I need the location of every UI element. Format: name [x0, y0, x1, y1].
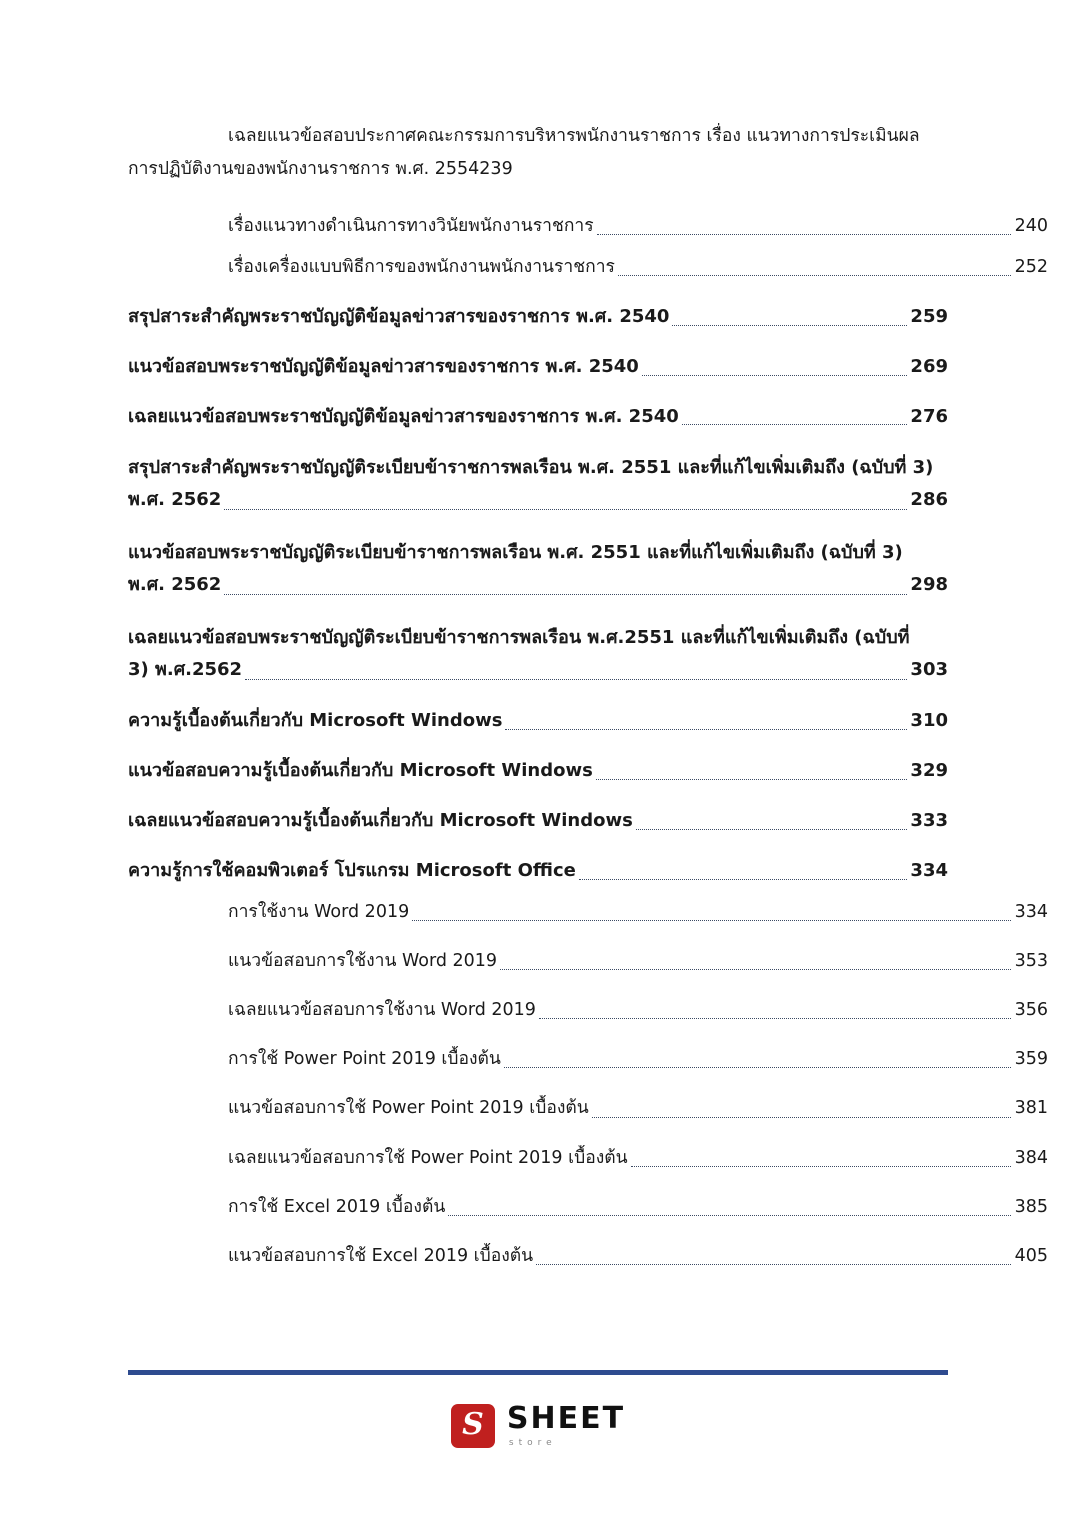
toc-entry[interactable]: [128, 452, 948, 515]
dot-leader: [592, 1116, 1011, 1118]
toc-entry[interactable]: [128, 303, 948, 331]
table-of-contents: [128, 120, 1048, 1270]
toc-entry[interactable]: [128, 120, 948, 187]
logo-mark-icon: [451, 1404, 495, 1448]
toc-entry[interactable]: [128, 707, 948, 735]
toc-entry-title: เฉลยแนวข้อสอบการใช้ Power Point 2019 เบื้องต้น: [228, 1147, 628, 1168]
dot-leader: [682, 423, 908, 425]
dot-leader: [500, 968, 1011, 970]
page-footer: [0, 1352, 1076, 1522]
toc-page-number[interactable]: 239: [479, 159, 513, 180]
toc-entry[interactable]: [128, 1194, 1048, 1221]
toc-entry-title: การใช้ Power Point 2019 เบื้องต้น: [228, 1049, 501, 1070]
toc-entry-line2: [128, 153, 948, 186]
toc-entry[interactable]: [128, 757, 948, 785]
toc-entry-title: เฉลยแนวข้อสอบความรู้เบื้องต้นเกี่ยวกับ Microsoft Windows: [128, 810, 633, 832]
dot-leader: [597, 233, 1011, 235]
toc-entry-title: เฉลยแนวข้อสอบการใช้งาน Word 2019: [228, 1000, 536, 1021]
toc-page-number[interactable]: 303: [910, 658, 948, 680]
toc-entry-title: สรุปสาระสำคัญพระราชบัญญัติข้อมูลข่าวสารของราชการ พ.ศ. 2540: [128, 305, 670, 327]
toc-entry[interactable]: [128, 1145, 1048, 1172]
toc-entry[interactable]: [128, 1046, 1048, 1073]
toc-page-number[interactable]: 259: [910, 305, 948, 327]
toc-page-number[interactable]: 356: [1014, 1000, 1048, 1021]
toc-entry-title-line2: การปฏิบัติงานของพนักงานราชการ พ.ศ. 2554: [128, 159, 480, 180]
toc-page-number[interactable]: 310: [910, 710, 948, 732]
toc-entry-title: แนวข้อสอบการใช้งาน Word 2019: [228, 951, 498, 972]
toc-page-number[interactable]: 333: [910, 810, 948, 832]
toc-page-number[interactable]: 298: [910, 573, 948, 595]
dot-leader: [245, 678, 907, 680]
footer-divider: [128, 1370, 948, 1375]
dot-leader: [448, 1214, 1011, 1216]
toc-entry[interactable]: [128, 997, 1048, 1024]
dot-leader: [596, 778, 908, 780]
toc-page-number[interactable]: 276: [910, 405, 948, 427]
dot-leader: [618, 274, 1011, 276]
dot-leader: [504, 1066, 1011, 1068]
toc-entry-title-line2: พ.ศ. 2562: [128, 573, 222, 595]
toc-entry-title: เรื่องแนวทางดำเนินการทางวินัยพนักงานราชการ: [228, 215, 594, 236]
toc-entry[interactable]: [128, 857, 948, 885]
toc-entry[interactable]: [128, 1095, 1048, 1122]
toc-page-number[interactable]: 240: [1014, 215, 1048, 236]
toc-entry-title-line1: แนวข้อสอบพระราชบัญญัติระเบียบข้าราชการพลเรือน พ.ศ. 2551 และที่แก้ไขเพิ่มเติมถึง (ฉบับที่ 3): [128, 542, 903, 564]
toc-entry[interactable]: [128, 353, 948, 381]
dot-leader: [636, 828, 908, 830]
toc-entry-line2: [128, 654, 948, 686]
toc-entry-title-line1: เฉลยแนวข้อสอบพระราชบัญญัติระเบียบข้าราชการพลเรือน พ.ศ.2551 และที่แก้ไขเพิ่มเติมถึง (ฉบับที่: [128, 627, 910, 649]
toc-entry-title: การใช้งาน Word 2019: [228, 901, 410, 922]
toc-entry[interactable]: [128, 537, 948, 600]
logo-text: [506, 1401, 626, 1448]
toc-entry-title: ความรู้การใช้คอมพิวเตอร์ โปรแกรม Microsoft Office: [128, 860, 576, 882]
dot-leader: [505, 728, 907, 730]
toc-page-number[interactable]: 384: [1014, 1147, 1048, 1168]
toc-entry-line2: [128, 484, 948, 516]
toc-entry-title: แนวข้อสอบความรู้เบื้องต้นเกี่ยวกับ Microsoft Windows: [128, 760, 593, 782]
toc-entry-title: แนวข้อสอบการใช้ Excel 2019 เบื้องต้น: [228, 1245, 534, 1266]
toc-page-number[interactable]: 359: [1014, 1049, 1048, 1070]
toc-entry[interactable]: [128, 622, 948, 685]
toc-entry[interactable]: [128, 807, 948, 835]
toc-page-number[interactable]: 269: [910, 355, 948, 377]
toc-entry-title: แนวข้อสอบพระราชบัญญัติข้อมูลข่าวสารของราชการ พ.ศ. 2540: [128, 355, 639, 377]
dot-leader: [536, 1263, 1011, 1265]
dot-leader: [631, 1165, 1011, 1167]
toc-page-number[interactable]: 334: [1014, 901, 1048, 922]
toc-entry-title: การใช้ Excel 2019 เบื้องต้น: [228, 1196, 446, 1217]
toc-entry[interactable]: [128, 403, 948, 431]
dot-leader: [412, 919, 1011, 921]
toc-page-number[interactable]: 252: [1014, 256, 1048, 277]
toc-page-number[interactable]: 286: [910, 488, 948, 510]
toc-page-number[interactable]: 381: [1014, 1098, 1048, 1119]
toc-entry-title-line2: 3) พ.ศ.2562: [128, 658, 243, 680]
toc-entry[interactable]: [128, 948, 1048, 975]
dot-leader: [224, 593, 907, 595]
toc-entry-line2: [128, 569, 948, 601]
toc-entry-title-line2: พ.ศ. 2562: [128, 488, 222, 510]
dot-leader: [224, 508, 907, 510]
toc-entry[interactable]: [128, 254, 1048, 281]
logo-wordmark: SHEET: [506, 1401, 626, 1436]
toc-entry-title: ความรู้เบื้องต้นเกี่ยวกับ Microsoft Windows: [128, 710, 503, 732]
toc-entry[interactable]: [128, 213, 1048, 240]
toc-page-number[interactable]: 353: [1014, 951, 1048, 972]
toc-page-number[interactable]: 385: [1014, 1196, 1048, 1217]
toc-page-number[interactable]: 405: [1014, 1245, 1048, 1266]
dot-leader: [579, 878, 908, 880]
toc-entry-title: แนวข้อสอบการใช้ Power Point 2019 เบื้องต้น: [228, 1098, 589, 1119]
logo-subtext: store: [508, 1438, 557, 1448]
dot-leader: [672, 324, 907, 326]
dot-leader: [539, 1017, 1011, 1019]
sheet-store-logo: [0, 1401, 1076, 1448]
toc-entry-title-line1: เฉลยแนวข้อสอบประกาศคณะกรรมการบริหารพนักงานราชการ เรื่อง แนวทางการประเมินผล: [228, 126, 920, 146]
toc-entry-title: เฉลยแนวข้อสอบพระราชบัญญัติข้อมูลข่าวสารของราชการ พ.ศ. 2540: [128, 405, 679, 427]
dot-leader: [642, 374, 908, 376]
toc-entry-title: เรื่องเครื่องแบบพิธีการของพนักงานพนักงานราชการ: [228, 256, 615, 277]
toc-page-number[interactable]: 334: [910, 860, 948, 882]
toc-entry-title-line1: สรุปสาระสำคัญพระราชบัญญัติระเบียบข้าราชการพลเรือน พ.ศ. 2551 และที่แก้ไขเพิ่มเติมถึง (ฉบับที่ 3): [128, 457, 934, 479]
logo-letter: S: [462, 1407, 484, 1442]
toc-entry[interactable]: [128, 899, 1048, 926]
toc-entry[interactable]: [128, 1243, 1048, 1270]
toc-page-number[interactable]: 329: [910, 760, 948, 782]
